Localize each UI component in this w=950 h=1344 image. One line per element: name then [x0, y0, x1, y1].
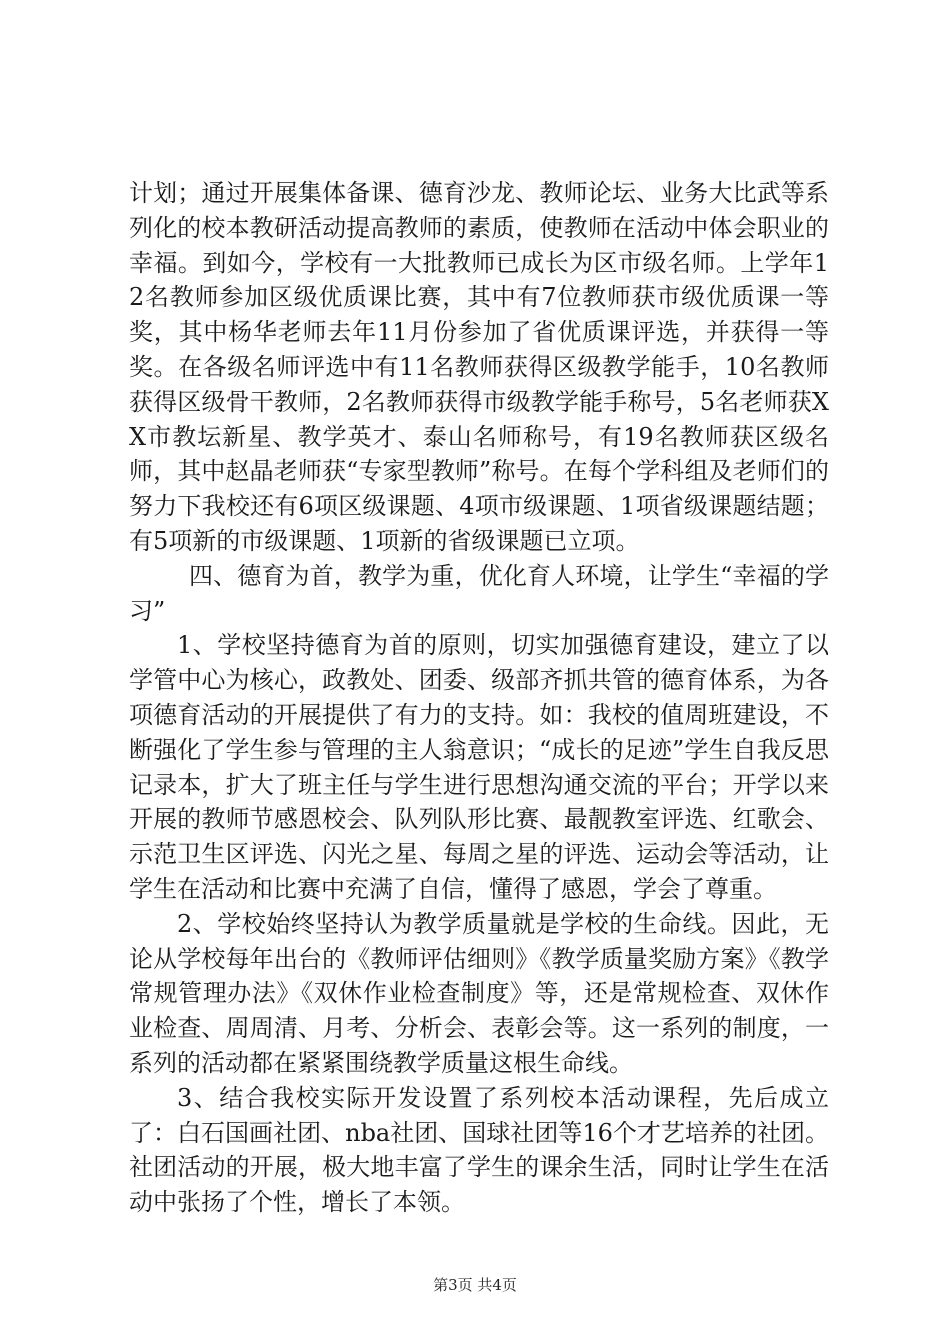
paragraph-teaching-quality: 2、学校始终坚持认为教学质量就是学校的生命线。因此，无论从学校每年出台的《教师评估细则》《教学质量奖励方案》《教学常规管理办法》《双休作业检查制度》等，还是常规检查、双休作业检查、周周清、月考、分析会、表彰会等。这一系列的制度，一系列的活动都在紧紧围绕教学质量这根生命线。	[129, 909, 829, 1077]
paragraph-school-clubs: 3、结合我校实际开发设置了系列校本活动课程，先后成立了：白石国画社团、nba社团、国球社团等16个才艺培养的社团。社团活动的开展，极大地丰富了学生的课余生活，同时让学生在活动中张扬了个性，增长了本领。	[129, 1083, 829, 1217]
page-footer: 第3页 共4页	[433, 1276, 517, 1294]
section-heading: 四、德育为首，教学为重，优化育人环境，让学生“幸福的学习”	[129, 561, 829, 625]
paragraph-continuation: 计划；通过开展集体备课、德育沙龙、教师论坛、业务大比武等系列化的校本教研活动提高教师的素质，使教师在活动中体会职业的幸福。到如今，学校有一大批教师已成长为区市级名师。上学年12名教师参加区级优质课比赛，其中有7位教师获市级优质课一等奖，其中杨华老师去年11月份参加了省优质课评选，并获得一等奖。在各级名师评选中有11名教师获得区级教学能手，10名教师获得区级骨干教师，2名教师获得市级教学能手称号，5名老师获XX市教坛新星、教学英才、泰山名师称号，有19名教师获区级名师，其中赵晶老师获“专家型教师”称号。在每个学科组及老师们的努力下我校还有6项区级课题、4项市级课题、1项省级课题结题；有5项新的市级课题、1项新的省级课题已立项。	[129, 179, 829, 555]
document-body	[129, 176, 829, 1220]
paragraph-moral-education: 1、学校坚持德育为首的原则，切实加强德育建设，建立了以学管中心为核心，政教处、团委、级部齐抓共管的德育体系，为各项德育活动的开展提供了有力的支持。如：我校的值周班建设，不断强化了学生参与管理的主人翁意识；“成长的足迹”学生自我反思记录本，扩大了班主任与学生进行思想沟通交流的平台；开学以来开展的教师节感恩校会、队列队形比赛、最靓教室评选、红歌会、示范卫生区评选、闪光之星、每周之星的评选、运动会等活动，让学生在活动和比赛中充满了自信，懂得了感恩，学会了尊重。	[129, 631, 829, 903]
